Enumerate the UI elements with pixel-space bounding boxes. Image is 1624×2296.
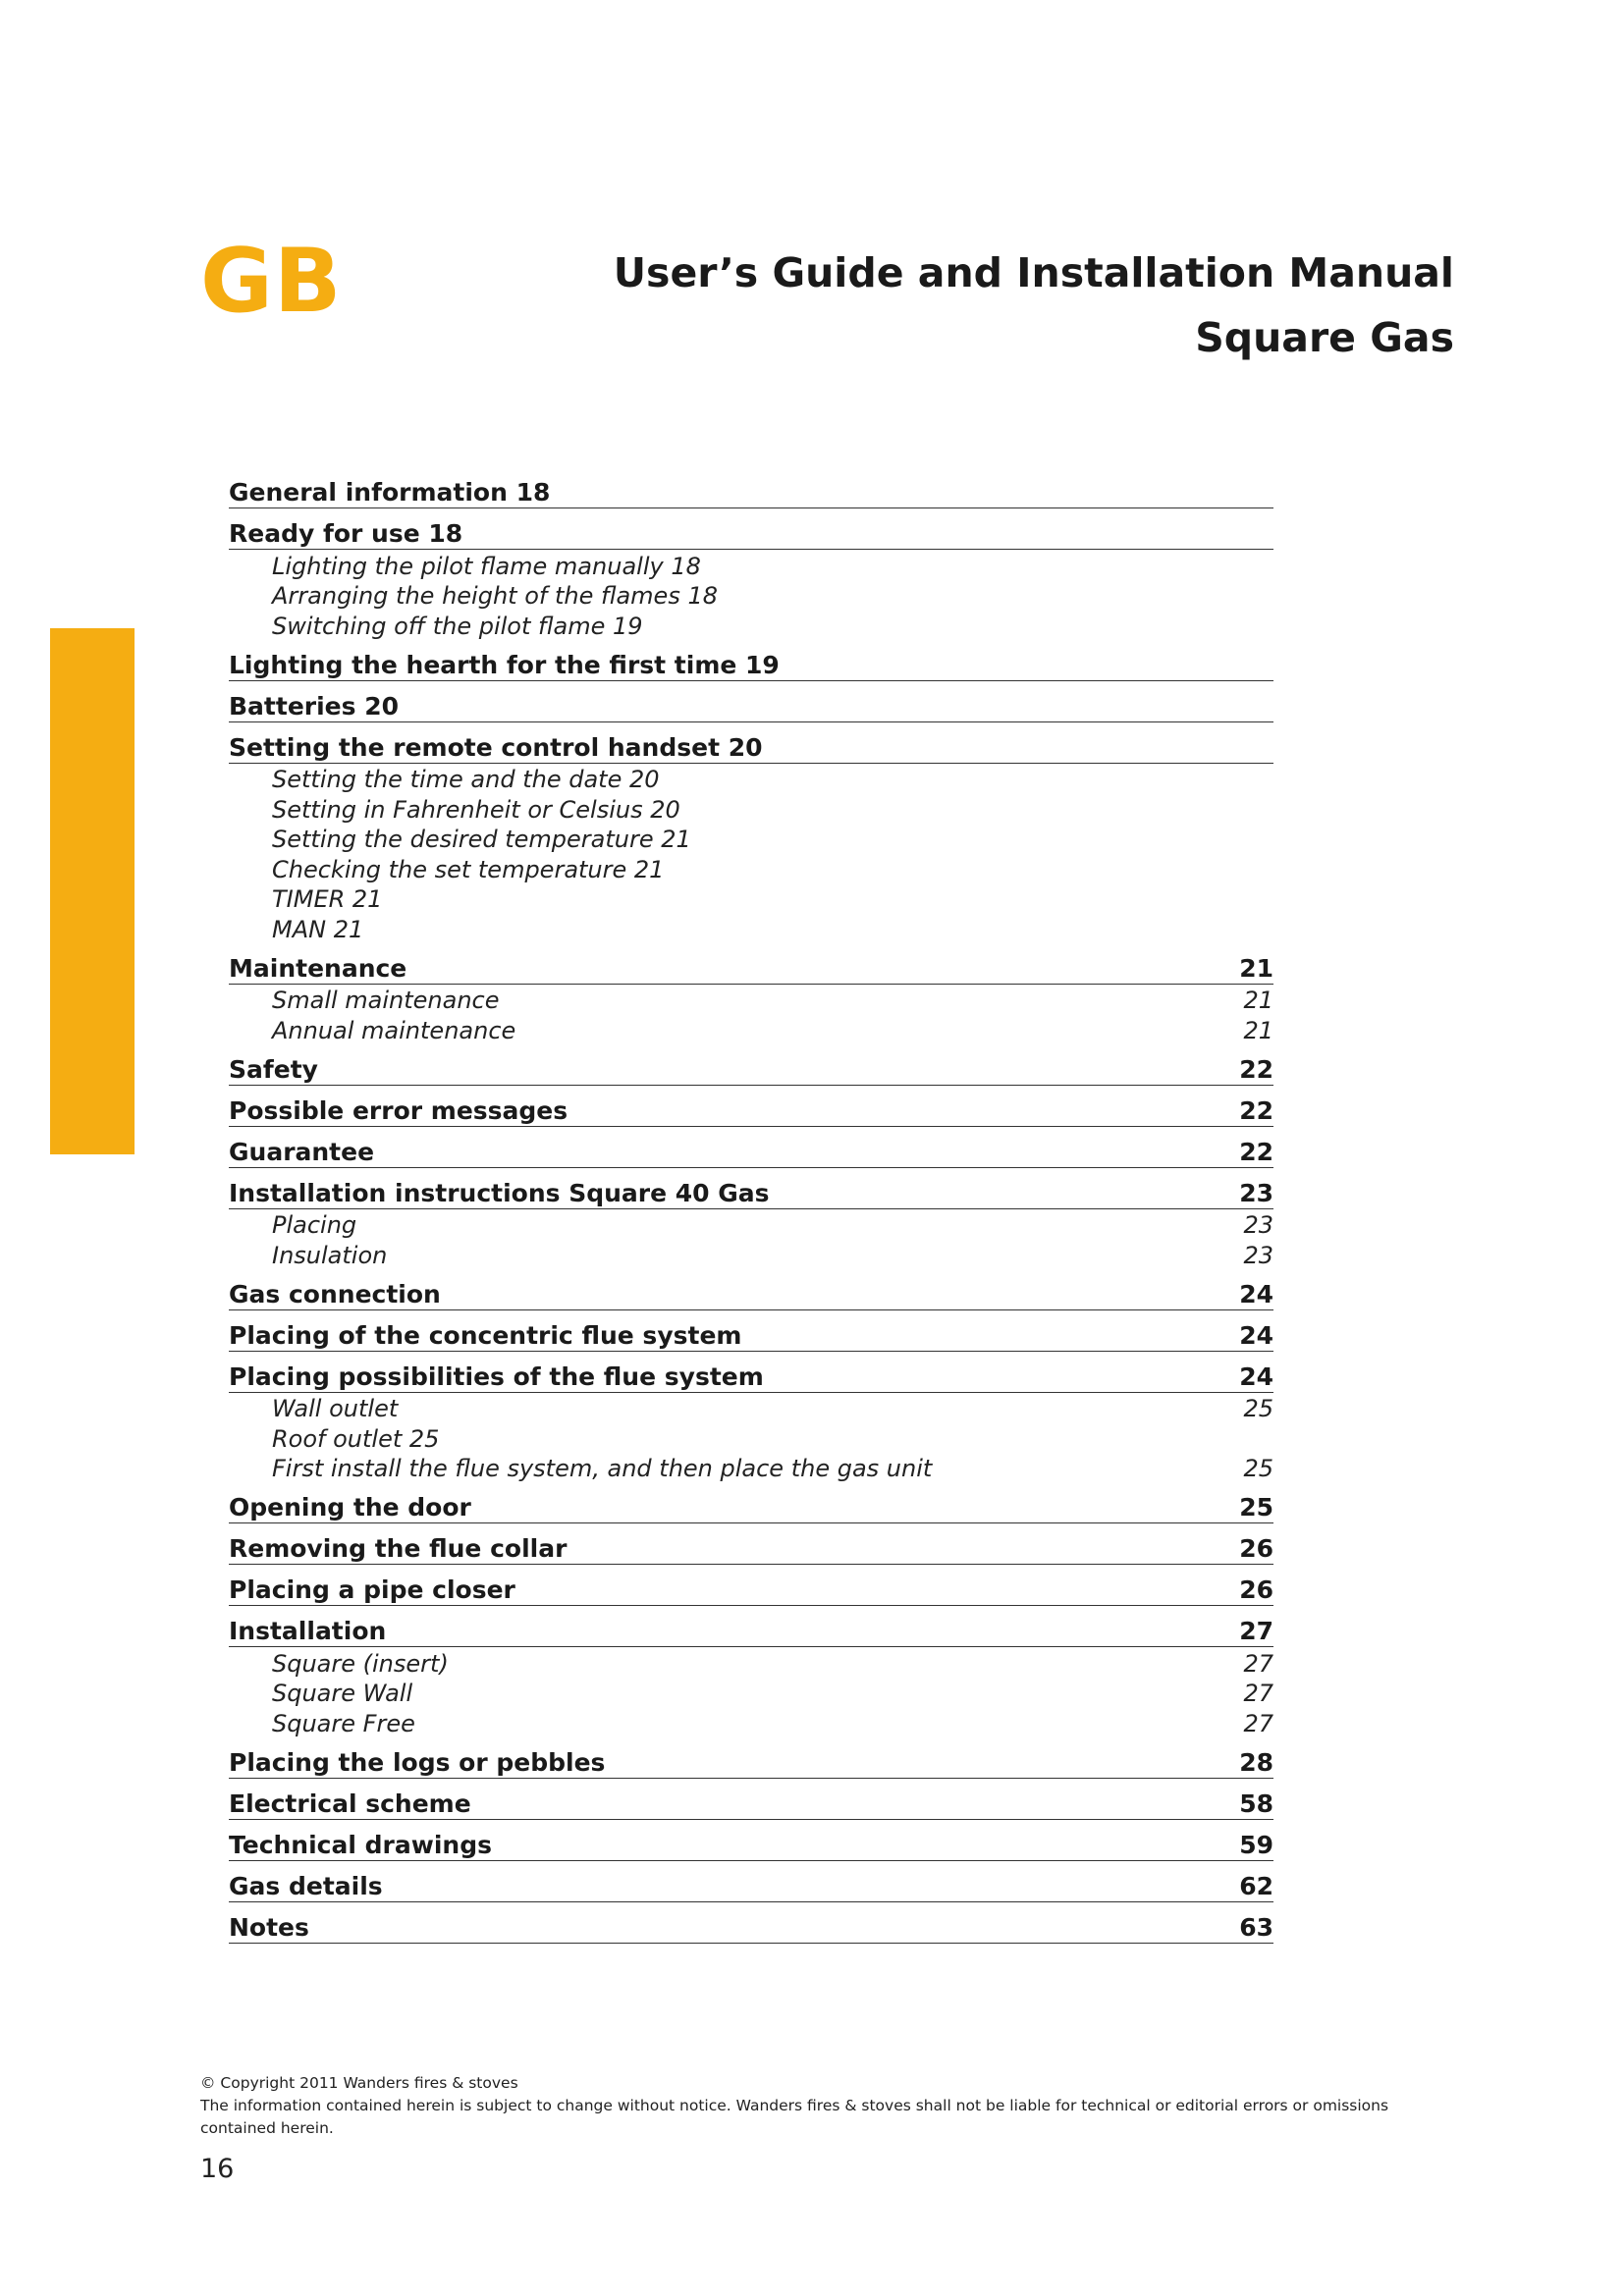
toc-label: Electrical scheme — [229, 1789, 471, 1818]
disclaimer-text: The information contained herein is subject to change without notice. Wanders fires & stoves shall not be liable for technical or editorial errors or omissions contained herein. — [200, 2097, 1389, 2137]
toc-entry — [229, 1352, 1273, 1393]
toc-page-number: 24 — [1239, 1279, 1273, 1308]
toc-subentry — [229, 1014, 1273, 1044]
toc-page-number: 26 — [1239, 1575, 1273, 1604]
toc-entry — [229, 1861, 1273, 1902]
toc-subentry — [229, 1647, 1273, 1678]
toc-subentry — [229, 883, 1273, 914]
toc-page-number: 62 — [1239, 1871, 1273, 1900]
toc-page-number: 24 — [1239, 1320, 1273, 1350]
toc-label: First install the flue system, and then place the gas unit — [272, 1455, 933, 1482]
toc-entry — [229, 1310, 1273, 1352]
toc-page-number: 27 — [1243, 1649, 1273, 1678]
toc-entry — [229, 1523, 1273, 1565]
toc-label: Setting the remote control handset 20 — [229, 732, 763, 762]
toc-label: Removing the flue collar — [229, 1534, 568, 1563]
toc-subentry — [229, 1209, 1273, 1240]
toc-subentry — [229, 985, 1273, 1015]
toc-subentry — [229, 550, 1273, 580]
toc-label: Small maintenance — [272, 987, 500, 1014]
toc-page-number: 21 — [1243, 987, 1273, 1014]
copyright-text: © Copyright 2011 Wanders fires & stoves — [200, 2074, 518, 2092]
title-line-1: User’s Guide and Installation Manual — [613, 249, 1454, 296]
toc-label: Square (insert) — [272, 1649, 449, 1678]
toc-label: Installation — [229, 1617, 387, 1645]
toc-page-number: 23 — [1243, 1241, 1273, 1269]
toc-entry — [229, 1606, 1273, 1647]
toc-entry — [229, 1737, 1273, 1779]
toc-page-number: 26 — [1239, 1534, 1273, 1563]
toc-subentry — [229, 1678, 1273, 1708]
footer — [200, 2072, 1457, 2140]
toc-page-number: 22 — [1239, 1095, 1273, 1125]
toc-subentry — [229, 1239, 1273, 1269]
toc-page-number: 25 — [1243, 1455, 1273, 1482]
toc-entry — [229, 640, 1273, 681]
toc-entry — [229, 722, 1273, 764]
toc-entry — [229, 1127, 1273, 1168]
toc-entry — [229, 1168, 1273, 1209]
toc-label: Gas connection — [229, 1279, 441, 1308]
toc-subentry — [229, 853, 1273, 883]
toc-page-number: 23 — [1243, 1211, 1273, 1239]
toc-label: Switching off the pilot flame 19 — [272, 612, 643, 640]
toc-label: Insulation — [272, 1241, 388, 1269]
toc-subentry — [229, 610, 1273, 640]
toc-entry — [229, 508, 1273, 550]
toc-page-number: 28 — [1239, 1747, 1273, 1777]
toc-label: Setting the time and the date 20 — [272, 766, 660, 793]
toc-label: Checking the set temperature 21 — [272, 855, 665, 883]
toc-label: Placing possibilities of the flue system — [229, 1362, 764, 1391]
table-of-contents — [229, 467, 1273, 1944]
toc-page-number: 27 — [1243, 1680, 1273, 1707]
toc-label: Maintenance — [229, 953, 407, 983]
toc-label: MAN 21 — [272, 915, 364, 943]
side-accent-bar — [50, 628, 135, 1154]
toc-label: Wall outlet — [272, 1395, 399, 1422]
toc-label: TIMER 21 — [272, 885, 383, 913]
toc-label: Annual maintenance — [272, 1016, 516, 1044]
toc-entry — [229, 1086, 1273, 1127]
toc-entry — [229, 943, 1273, 985]
toc-label: Opening the door — [229, 1493, 471, 1522]
toc-page-number: 25 — [1239, 1493, 1273, 1522]
toc-page-number: 21 — [1239, 953, 1273, 983]
toc-subentry — [229, 1707, 1273, 1737]
toc-page-number: 22 — [1239, 1054, 1273, 1084]
toc-label: Notes — [229, 1912, 309, 1942]
toc-entry — [229, 1779, 1273, 1820]
toc-page-number: 21 — [1243, 1016, 1273, 1044]
language-code: GB — [200, 230, 343, 333]
toc-label: Placing the logs or pebbles — [229, 1747, 606, 1777]
toc-entry — [229, 1820, 1273, 1861]
toc-label: Guarantee — [229, 1137, 375, 1166]
toc-page-number: 24 — [1239, 1362, 1273, 1391]
toc-subentry — [229, 1393, 1273, 1423]
toc-label: Placing — [272, 1211, 357, 1239]
toc-label: Placing a pipe closer — [229, 1575, 515, 1604]
toc-label: Square Wall — [272, 1680, 413, 1707]
toc-label: Possible error messages — [229, 1095, 568, 1125]
toc-page-number: 22 — [1239, 1137, 1273, 1166]
toc-subentry — [229, 580, 1273, 611]
toc-subentry — [229, 1422, 1273, 1453]
toc-entry — [229, 1902, 1273, 1944]
toc-page-number: 58 — [1239, 1789, 1273, 1818]
toc-subentry — [229, 793, 1273, 824]
toc-label: Installation instructions Square 40 Gas — [229, 1178, 770, 1207]
toc-subentry — [229, 824, 1273, 854]
toc-label: Batteries 20 — [229, 691, 400, 721]
toc-subentry — [229, 764, 1273, 794]
toc-label: Ready for use 18 — [229, 519, 463, 548]
toc-label: Lighting the hearth for the first time 19 — [229, 650, 780, 679]
document-title — [614, 240, 1454, 370]
toc-label: Setting in Fahrenheit or Celsius 20 — [272, 795, 680, 824]
toc-entry — [229, 467, 1273, 508]
toc-page-number: 23 — [1239, 1178, 1273, 1207]
toc-subentry — [229, 913, 1273, 943]
page-number: 16 — [200, 2154, 235, 2184]
toc-page-number: 63 — [1239, 1912, 1273, 1942]
toc-label: Roof outlet 25 — [272, 1424, 440, 1453]
toc-entry — [229, 1269, 1273, 1310]
toc-entry — [229, 681, 1273, 722]
toc-label: Setting the desired temperature 21 — [272, 826, 691, 853]
toc-label: Technical drawings — [229, 1830, 492, 1859]
toc-label: Safety — [229, 1054, 318, 1084]
toc-entry — [229, 1565, 1273, 1606]
title-line-2: Square Gas — [1195, 314, 1454, 361]
toc-label: Gas details — [229, 1871, 383, 1900]
toc-label: Placing of the concentric flue system — [229, 1320, 742, 1350]
toc-label: Arranging the height of the flames 18 — [272, 582, 718, 610]
toc-page-number: 27 — [1239, 1617, 1273, 1645]
toc-page-number: 27 — [1243, 1709, 1273, 1737]
toc-subentry — [229, 1453, 1273, 1483]
toc-label: General information 18 — [229, 478, 551, 507]
toc-label: Lighting the pilot flame manually 18 — [272, 552, 701, 580]
toc-page-number: 25 — [1243, 1395, 1273, 1422]
toc-entry — [229, 1482, 1273, 1523]
toc-label: Square Free — [272, 1709, 415, 1737]
toc-entry — [229, 1044, 1273, 1086]
toc-page-number: 59 — [1239, 1830, 1273, 1859]
